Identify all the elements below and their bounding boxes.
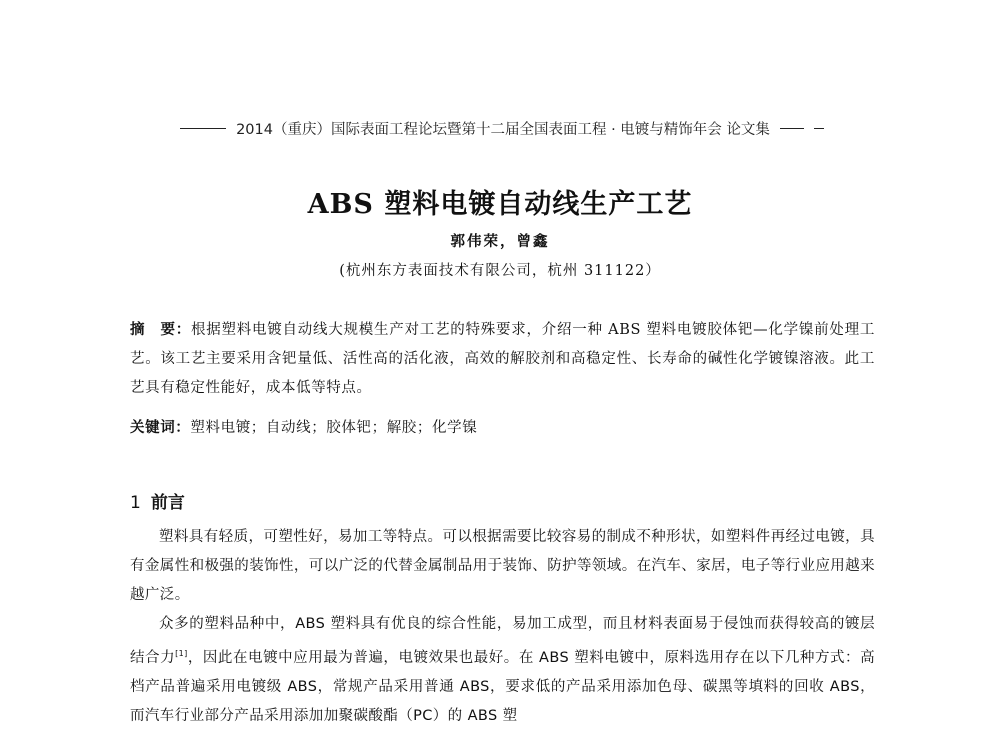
running-header-text: 2014（重庆）国际表面工程论坛暨第十二届全国表面工程 · 电镀与精饰年会 论文集 — [236, 122, 770, 138]
keywords-label: 关键词： — [130, 420, 191, 436]
section-heading — [130, 488, 185, 513]
abstract-text: 根据塑料电镀自动线大规模生产对工艺的特殊要求，介绍一种 ABS 塑料电镀胶体钯—化学镍前处理工艺。该工艺主要采用含钯量低、活性高的活化液，高效的解胶剂和高稳定性、长寿命的碱性化学镀镍溶液。此工艺具有稳定性能好，成本低等特点。 — [130, 322, 875, 396]
body-paragraph-part: ，因此在电镀中应用最为普遍，电镀效果也最好。在 ABS 塑料电镀中，原料选用存在以下几种方式：高档产品普遍采用电镀级 ABS，常规产品采用普通 ABS，要求低的产品采用添加色母、碳黑等填料的回收 ABS，而汽车行业部分产品采用添加加聚碳酸酯（PC）的 ABS 塑 — [130, 649, 875, 724]
keywords — [130, 414, 875, 443]
header-rule-tail — [814, 128, 824, 129]
abstract-label: 摘 要： — [130, 322, 192, 338]
citation-marker: [1] — [175, 649, 188, 658]
section-body — [130, 523, 875, 731]
section-number: 1 — [130, 493, 141, 513]
paper-affiliation: (杭州东方表面技术有限公司，杭州 311122） — [339, 263, 661, 279]
body-paragraph: 塑料具有轻质，可塑性好，易加工等特点。可以根据需要比较容易的制成不种形状，如塑料件再经过电镀，具有金属性和极强的装饰性，可以广泛的代替金属制品用于装饰、防护等领域。在汽车、家居，电子等行业应用越来越广泛。 — [130, 529, 875, 603]
body-paragraph — [130, 610, 875, 731]
keywords-text: 塑料电镀；自动线；胶体钯；解胶；化学镍 — [190, 420, 478, 436]
running-header — [122, 118, 882, 139]
section-title: 前言 — [150, 493, 185, 513]
header-rule-right — [780, 128, 804, 129]
body-paragraph-part: 众多的塑料品种中，ABS 塑料具有优良的综合性能，易加工成型，而且材料表面易于侵蚀而获得较高的镀层结合力 — [130, 616, 875, 666]
paper-authors: 郭伟荣，曾鑫 — [450, 233, 550, 250]
abstract — [130, 316, 875, 403]
paper-title: ABS 塑料电镀自动线生产工艺 — [307, 189, 693, 220]
header-rule-left — [180, 128, 226, 129]
